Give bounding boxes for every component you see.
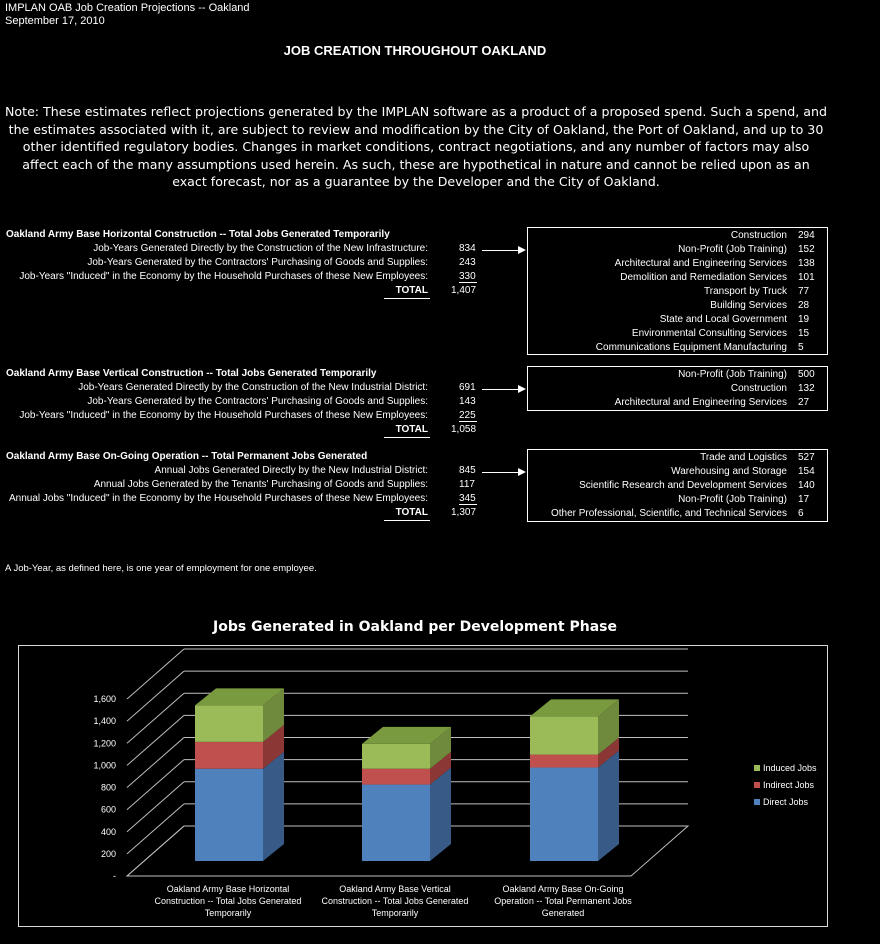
section-row-label: Annual Jobs "Induced" in the Economy by the Household Purchases of these New Employees: — [8, 493, 428, 504]
industry-label: Non-Profit (Job Training) — [678, 369, 787, 380]
legend-label: Direct Jobs — [763, 797, 809, 807]
legend-label: Induced Jobs — [763, 763, 817, 773]
section-row-label: Job-Years Generated by the Contractors' Purchasing of Goods and Supplies: — [87, 396, 428, 407]
gridline-side — [127, 715, 184, 765]
section-row-value: 117 — [459, 479, 475, 490]
x-tick-label: Oakland Army Base Vertical — [339, 884, 451, 894]
report-title: IMPLAN OAB Job Creation Projections -- Oakland — [5, 2, 250, 14]
jobs-chart — [19, 646, 827, 926]
industry-value: 140 — [798, 480, 815, 491]
bar-front — [530, 755, 598, 768]
arrow-icon — [482, 472, 520, 473]
industry-label: State and Local Government — [659, 314, 787, 325]
bar-front — [195, 705, 263, 742]
section-row-label: Annual Jobs Generated by the Tenants' Purchasing of Goods and Supplies: — [93, 479, 428, 490]
industry-value: 77 — [798, 286, 810, 297]
industry-label: Building Services — [710, 300, 787, 311]
gridline-side — [127, 671, 184, 721]
arrow-head-icon — [518, 385, 526, 393]
section-row-value: 845 — [459, 465, 476, 476]
industry-label: Communications Equipment Manufacturing — [595, 342, 787, 353]
section-total-label: TOTAL — [395, 424, 428, 435]
industry-label: Construction — [730, 230, 787, 241]
gridline-side — [127, 804, 184, 854]
section-row-label: Job-Years Generated Directly by the Construction of the New Industrial District: — [78, 382, 428, 393]
x-tick-label: Temporarily — [204, 908, 252, 918]
gridline-side — [127, 760, 184, 810]
section-row-label: Job-Years Generated by the Contractors' Purchasing of Goods and Supplies: — [87, 257, 428, 268]
industry-label: Non-Profit (Job Training) — [678, 494, 787, 505]
industry-value: 154 — [798, 466, 815, 477]
x-tick-label: Operation -- Total Permanent Jobs — [494, 896, 632, 906]
bar-front — [530, 768, 598, 861]
industry-value: 500 — [798, 369, 815, 380]
bar-front — [195, 742, 263, 769]
arrow-head-icon — [518, 468, 526, 476]
industry-value: 17 — [798, 494, 810, 505]
disclaimer-note: Note: These estimates reflect projections generated by the IMPLAN software as a product of a proposed spend. Such a spend, and the estimates associated with it, are subject to review and modification by the City of Oakland, the Port of Oakland, and up to 30 other identified regulatory bodies. Changes in market conditions, contract negotiations, and any number of factors may also affect each of the many assumptions used herein. As such, these are hypothetical in nature and cannot be relied upon as an exact forecast, nor as a guarantee by the Developer and the City of Oakland. — [5, 104, 827, 190]
industry-label: Transport by Truck — [704, 286, 787, 297]
y-tick-label: 1,200 — [93, 738, 116, 749]
industry-label: Demolition and Remediation Services — [620, 272, 787, 283]
industry-label: Environmental Consulting Services — [631, 328, 787, 339]
industry-value: 5 — [798, 342, 804, 353]
bar-front — [362, 769, 430, 785]
industry-value: 132 — [798, 383, 815, 394]
section-total-value: 1,307 — [451, 507, 477, 518]
chart-title: Jobs Generated in Oakland per Development Phase — [213, 619, 617, 635]
y-tick-label: 600 — [100, 804, 116, 815]
y-tick-label: 1,000 — [93, 760, 116, 771]
section-title: Oakland Army Base On-Going Operation -- Total Permanent Jobs Generated — [6, 451, 368, 462]
industry-breakdown-box — [527, 449, 828, 522]
industry-breakdown-box — [527, 366, 828, 411]
gridline-side — [127, 693, 184, 743]
legend-swatch — [754, 782, 760, 788]
arrow-head-icon — [518, 246, 526, 254]
y-tick-label: - — [113, 871, 116, 881]
y-tick-label: 200 — [100, 848, 116, 859]
industry-value: 19 — [798, 314, 810, 325]
industry-value: 138 — [798, 258, 815, 269]
industry-value: 28 — [798, 300, 810, 311]
section-total-value: 1,058 — [451, 424, 477, 435]
section-row-value: 691 — [459, 382, 476, 393]
bar-front — [362, 744, 430, 769]
gridline-side — [127, 649, 184, 699]
industry-value: 6 — [798, 508, 804, 519]
industry-label: Warehousing and Storage — [671, 466, 787, 477]
industry-label: Construction — [730, 383, 787, 394]
section-row-value: 330 — [459, 271, 476, 282]
y-tick-label: 1,600 — [93, 694, 116, 704]
industry-label: Scientific Research and Development Services — [579, 480, 787, 491]
section-row-value: 345 — [459, 493, 476, 504]
arrow-icon — [482, 389, 520, 390]
section-row-value: 143 — [459, 396, 476, 407]
report-date: September 17, 2010 — [5, 15, 105, 27]
x-tick-label: Construction -- Total Jobs Generated — [154, 896, 302, 906]
bar-front — [195, 769, 263, 861]
industry-label: Architectural and Engineering Services — [614, 258, 787, 269]
gridline-side — [127, 782, 184, 832]
arrow-icon — [482, 250, 520, 251]
section-title: Oakland Army Base Vertical Construction -- Total Jobs Generated Temporarily — [6, 368, 377, 379]
industry-value: 27 — [798, 397, 810, 408]
x-tick-label: Construction -- Total Jobs Generated — [321, 896, 469, 906]
x-tick-label: Temporarily — [371, 908, 419, 918]
legend-swatch — [754, 765, 760, 771]
y-tick-label: 1,400 — [93, 716, 116, 727]
section-total-value: 1,407 — [451, 285, 477, 296]
industry-value: 101 — [798, 272, 815, 283]
bar-front — [530, 716, 598, 754]
section-row-label: Annual Jobs Generated Directly by the New Industrial District: — [154, 465, 428, 476]
section-title: Oakland Army Base Horizontal Construction -- Total Jobs Generated Temporarily — [6, 229, 390, 240]
legend-swatch — [754, 799, 760, 805]
chart-frame — [18, 645, 828, 927]
section-total-label: TOTAL — [395, 285, 428, 296]
section-row-value: 834 — [459, 243, 476, 254]
legend-label: Indirect Jobs — [763, 780, 815, 790]
industry-label: Non-Profit (Job Training) — [678, 244, 787, 255]
section-total-label: TOTAL — [395, 507, 428, 518]
industry-label: Architectural and Engineering Services — [614, 397, 787, 408]
section-row-value: 243 — [459, 257, 476, 268]
y-tick-label: 800 — [100, 782, 116, 793]
industry-breakdown-box — [527, 227, 828, 355]
bar-front — [362, 785, 430, 861]
footnote: A Job-Year, as defined here, is one year of employment for one employee. — [5, 563, 317, 574]
bar-side — [263, 752, 284, 861]
industry-label: Trade and Logistics — [700, 452, 787, 463]
x-tick-label: Oakland Army Base Horizontal — [166, 884, 290, 894]
industry-value: 15 — [798, 328, 810, 339]
main-title: JOB CREATION THROUGHOUT OAKLAND — [283, 43, 547, 58]
section-row-label: Job-Years Generated Directly by the Construction of the New Infrastructure: — [93, 243, 428, 254]
section-row-label: Job-Years "Induced" in the Economy by the Household Purchases of these New Employees: — [19, 271, 428, 282]
section-row-label: Job-Years "Induced" in the Economy by the Household Purchases of these New Employees: — [19, 410, 428, 421]
industry-label: Other Professional, Scientific, and Technical Services — [550, 508, 787, 519]
x-tick-label: Generated — [541, 908, 585, 918]
industry-value: 527 — [798, 452, 815, 463]
industry-value: 152 — [798, 244, 815, 255]
gridline-side — [127, 738, 184, 788]
x-tick-label: Oakland Army Base On-Going — [502, 884, 624, 894]
industry-value: 294 — [798, 230, 815, 241]
y-tick-label: 400 — [100, 826, 116, 837]
bar-side — [598, 751, 619, 861]
section-row-value: 225 — [459, 410, 476, 421]
